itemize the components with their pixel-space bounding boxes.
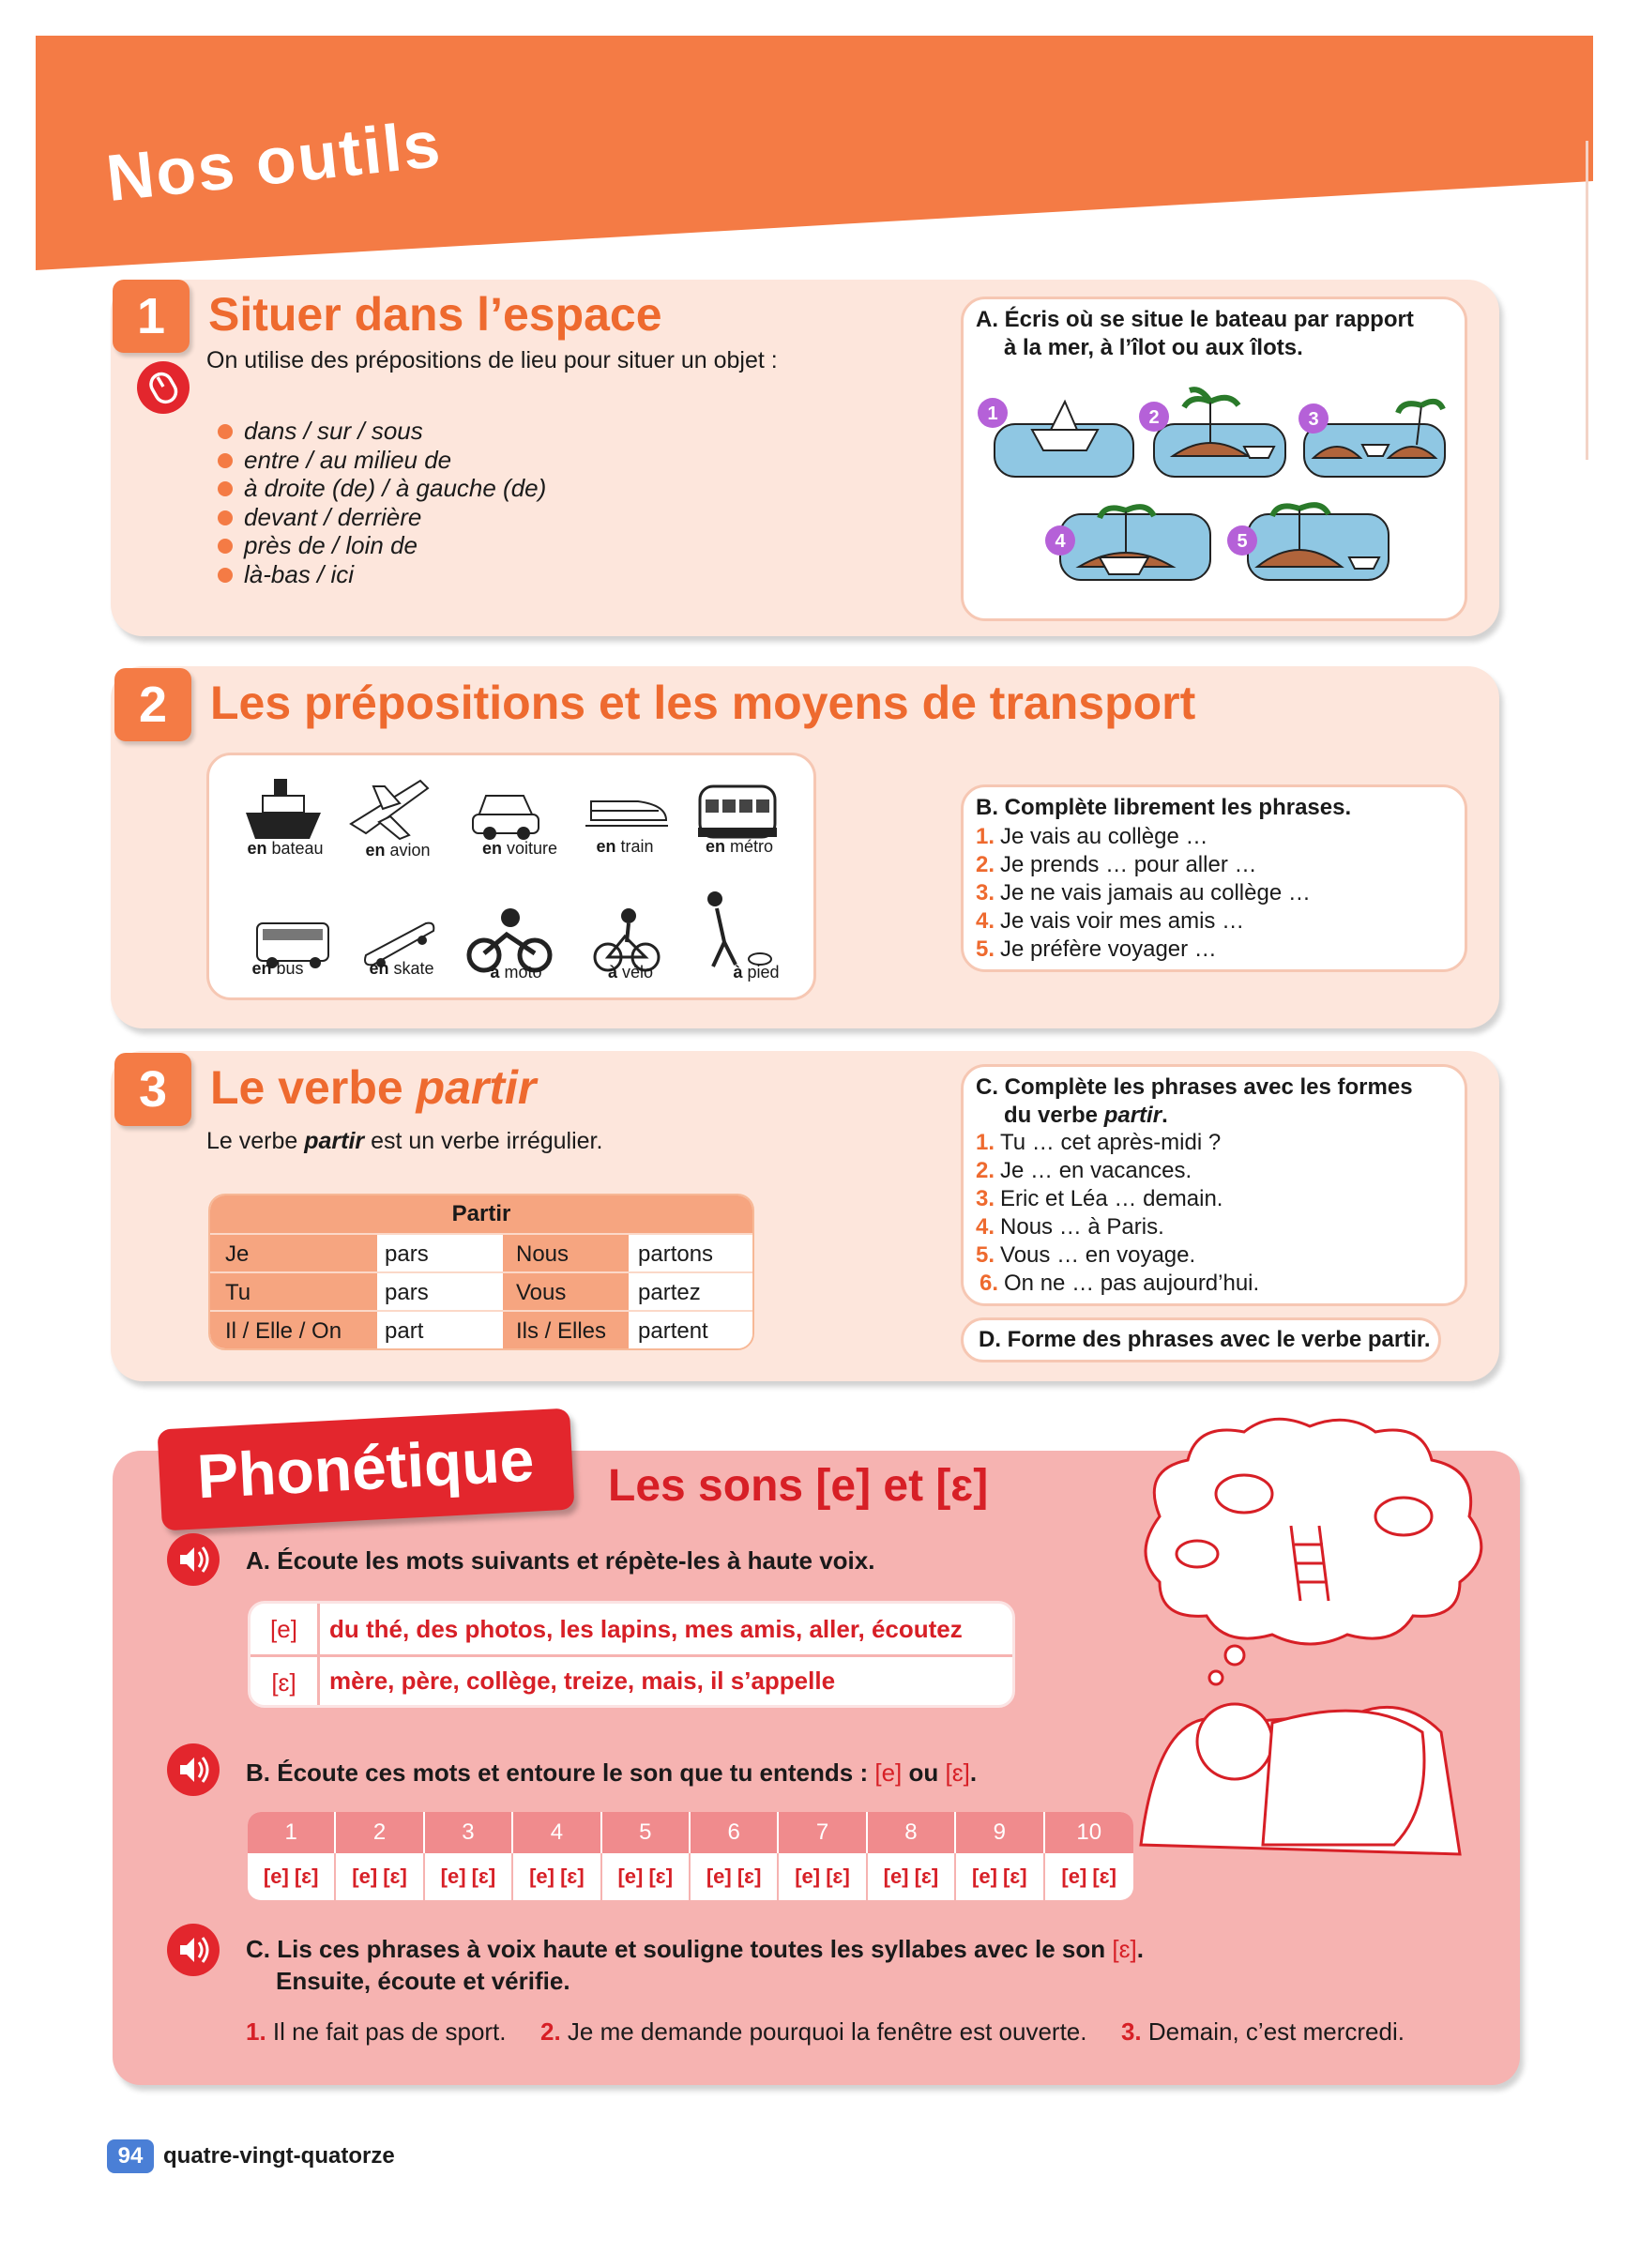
- list-item: à droite (de) / à gauche (de): [218, 474, 546, 503]
- exercise-c-item: 3. Eric et Léa … demain.: [976, 1186, 1223, 1211]
- partir-conjugation-table: [208, 1194, 754, 1350]
- phonetique-badge: Phonétique: [157, 1408, 574, 1531]
- picture-5: [1248, 505, 1389, 580]
- table-row: Il / Elle / On part Ils / Elles partent: [210, 1310, 752, 1348]
- section-1-number: 1: [113, 280, 190, 353]
- page-number-words: quatre-vingt-quatorze: [163, 2143, 395, 2169]
- speaker-icon[interactable]: [167, 1533, 220, 1586]
- transport-label-pied: à pied: [733, 963, 780, 982]
- phonetique-sentences: 1. Il ne fait pas de sport. 2. Je me demande pourquoi la fenêtre est ouverte. 3. Demain, c’est mercredi.: [246, 2017, 1405, 2046]
- section-1-title: Situer dans l’espace: [208, 288, 662, 341]
- picture-1: [995, 402, 1133, 477]
- phonetique-exercise-c-title: C. Lis ces phrases à voix haute et souligne toutes les syllabes avec le son [ɛ]. Ensuite, écoute et vérifie.: [246, 1935, 1144, 1995]
- table-row: [251, 1604, 1012, 1654]
- section-2-title: Les prépositions et les moyens de transport: [210, 677, 1196, 729]
- exercise-c-item: 5. Vous … en voyage.: [976, 1242, 1196, 1268]
- phonetique-exercise-a-title: A. Écoute les mots suivants et répète-les à haute voix.: [246, 1546, 875, 1575]
- list-item: devant / derrière: [218, 503, 546, 532]
- sound-word-table: [248, 1601, 1015, 1708]
- exercise-b-item: 2. Je prends … pour aller …: [976, 852, 1257, 877]
- train-icon: [585, 801, 668, 826]
- sound-symbol: [e]: [251, 1604, 320, 1654]
- page-title: Nos outils: [102, 106, 446, 216]
- phonetique-subtitle: Les sons [e] et [ɛ]: [608, 1461, 989, 1511]
- section-2-number: 2: [114, 668, 191, 741]
- boat-icon: [246, 779, 321, 839]
- exercise-b-item: 1. Je vais au collège …: [976, 824, 1208, 849]
- picture-4: [1060, 507, 1210, 580]
- transport-icons: [225, 758, 807, 974]
- exercise-a-title: A. Écris où se situe le bateau par rapport à la mer, à l’îlot ou aux îlots.: [976, 307, 1414, 360]
- picture-number-1: 1: [987, 403, 998, 424]
- table-row: [251, 1654, 1012, 1705]
- list-item: près de / loin de: [218, 531, 546, 560]
- exercise-c-item: 4. Nous … à Paris.: [976, 1214, 1164, 1240]
- table-header-row: 1 2 3 4 5 6 7 8 9 10: [248, 1812, 1133, 1853]
- table-header: Partir: [210, 1195, 752, 1233]
- exercise-b-item: 3. Je ne vais jamais au collège …: [976, 880, 1311, 906]
- exercise-c-item: 2. Je … en vacances.: [976, 1158, 1192, 1183]
- list-item: dans / sur / sous: [218, 417, 546, 446]
- walking-icon: [707, 891, 771, 967]
- metro-icon: [698, 786, 777, 837]
- section-1-intro: On utilise des prépositions de lieu pour situer un objet :: [206, 347, 778, 373]
- header-divider: [1586, 141, 1588, 460]
- exercise-d-card: D. Forme des phrases avec le verbe partir.: [961, 1317, 1441, 1362]
- transport-label-skate: en skate: [369, 959, 434, 978]
- picture-number-3: 3: [1308, 409, 1319, 430]
- sound-words: du thé, des photos, les lapins, mes amis, aller, écoutez: [329, 1614, 963, 1643]
- table-row: Je pars Nous partons: [210, 1233, 752, 1271]
- sound-choice-table: [248, 1812, 1133, 1900]
- transport-label-avion: en avion: [365, 841, 431, 860]
- bicycle-icon: [595, 908, 659, 970]
- phonetique-exercise-b-title: B. Écoute ces mots et entoure le son que tu entends : [e] ou [ɛ].: [246, 1758, 978, 1787]
- preposition-list: [218, 417, 546, 588]
- speaker-icon[interactable]: [167, 1743, 220, 1796]
- picture-2: [1154, 389, 1285, 477]
- section-3-title: Le verbe partir: [210, 1061, 537, 1114]
- transport-label-velo: à vélo: [607, 963, 654, 982]
- table-row: Tu pars Vous partez: [210, 1271, 752, 1310]
- sound-words: mère, père, collège, treize, mais, il s’appelle: [329, 1667, 836, 1695]
- exercise-b-item: 5. Je préfère voyager …: [976, 936, 1217, 962]
- motorbike-icon: [469, 908, 550, 970]
- list-item: entre / au milieu de: [218, 446, 546, 475]
- transport-label-moto: à moto: [490, 963, 542, 982]
- section-3-intro: Le verbe partir est un verbe irrégulier.: [206, 1128, 603, 1154]
- car-icon: [473, 796, 539, 840]
- section-3-number: 3: [114, 1053, 191, 1126]
- transport-label-voiture: en voiture: [481, 839, 558, 858]
- transport-label-bus: en bus: [251, 959, 304, 978]
- plane-icon: [351, 781, 428, 839]
- exercise-c-item: 1. Tu … cet après-midi ?: [976, 1130, 1222, 1155]
- transport-label-train: en train: [596, 837, 654, 856]
- sound-symbol: [ɛ]: [251, 1657, 320, 1705]
- exercise-c-item: 6. On ne … pas aujourd’hui.: [980, 1271, 1260, 1296]
- exercise-c-title: C. Complète les phrases avec les formes du verbe partir.: [976, 1074, 1413, 1128]
- boat-pictures: [976, 373, 1464, 608]
- transport-label-bateau: en bateau: [247, 839, 324, 858]
- speaker-icon[interactable]: [167, 1924, 220, 1976]
- page-number: 94: [107, 2139, 154, 2173]
- exercise-b-title: B. Complète librement les phrases.: [976, 795, 1352, 820]
- exercise-b-item: 4. Je vais voir mes amis …: [976, 908, 1245, 934]
- transport-label-metro: en métro: [705, 837, 774, 856]
- mouse-icon[interactable]: [137, 361, 190, 414]
- table-row[interactable]: [e] [ɛ] [e] [ɛ] [e] [ɛ] [e] [ɛ] [e] [ɛ] [e] [ɛ] [e] [ɛ] [e] [ɛ] [e] [ɛ] [e] [ɛ]: [248, 1853, 1133, 1900]
- dreaming-boy-illustration: [1122, 1413, 1535, 1882]
- picture-number-4: 4: [1055, 531, 1066, 552]
- list-item: là-bas / ici: [218, 560, 546, 589]
- picture-number-5: 5: [1237, 531, 1248, 552]
- picture-number-2: 2: [1148, 407, 1160, 428]
